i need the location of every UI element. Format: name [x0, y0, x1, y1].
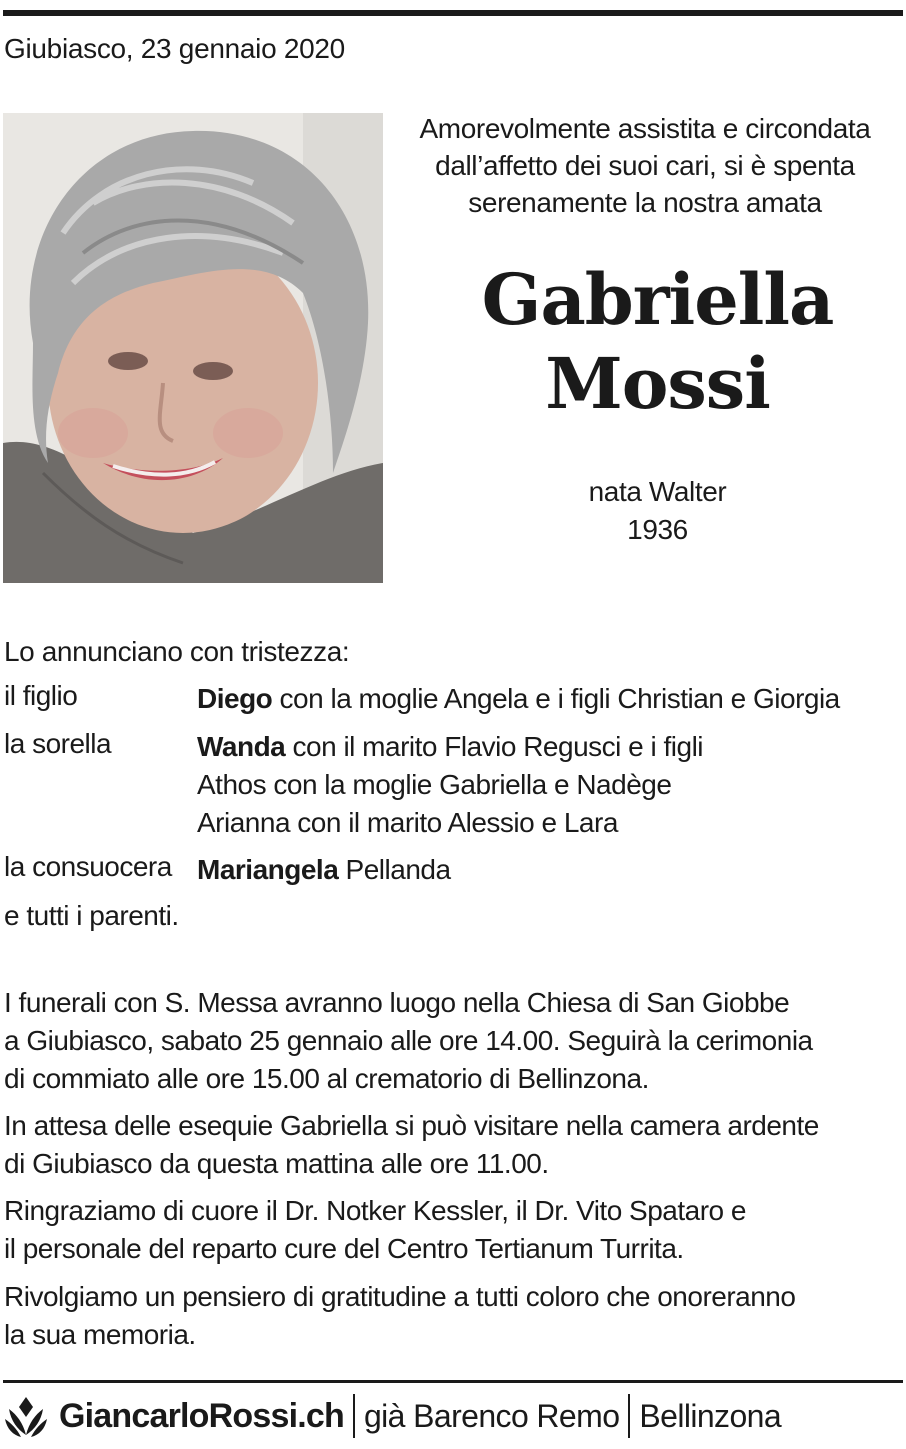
paragraph-line: di Giubiasco da questa mattina alle ore 11.00. — [4, 1148, 549, 1179]
family-desc — [197, 728, 703, 766]
paragraph-line: a Giubiasco, sabato 25 gennaio alle ore 14.00. Seguirà la cerimonia — [4, 1025, 813, 1056]
deceased-name — [395, 258, 906, 426]
brand-name: GiancarloRossi.ch — [59, 1396, 344, 1435]
intro-line: serenamente la nostra amata — [468, 187, 822, 218]
intro-text — [395, 110, 895, 221]
funeral-home-footer — [3, 1388, 906, 1444]
dateline: Giubiasco, 23 gennaio 2020 — [4, 33, 345, 64]
family-desc — [197, 851, 451, 889]
family-member-name: Diego — [197, 683, 273, 714]
announce-heading: Lo annunciano con tristezza: — [4, 636, 350, 667]
family-desc-line: Athos con la moglie Gabriella e Nadège — [197, 769, 672, 800]
family-relation: e tutti i parenti. — [4, 900, 179, 931]
visit-paragraph — [4, 1107, 894, 1183]
paragraph-line: Rivolgiamo un pensiero di gratitudine a tutti coloro che onoreranno — [4, 1281, 796, 1312]
top-rule — [3, 10, 903, 16]
paragraph-line: In attesa delle esequie Gabriella si può visitare nella camera ardente — [4, 1110, 819, 1141]
first-name: Gabriella — [481, 258, 834, 341]
family-member-name: Mariangela — [197, 854, 339, 885]
footer-separator — [353, 1394, 355, 1438]
portrait-photo — [3, 113, 383, 583]
family-desc — [197, 680, 840, 718]
footer-separator — [628, 1394, 630, 1438]
paragraph-line: la sua memoria. — [4, 1319, 196, 1350]
paragraph-line: I funerali con S. Messa avranno luogo nella Chiesa di San Giobbe — [4, 987, 790, 1018]
last-name: Mossi — [545, 342, 770, 425]
family-relation: il figlio — [4, 680, 78, 711]
gratitude-paragraph — [4, 1278, 894, 1354]
thanks-paragraph — [4, 1192, 894, 1268]
paragraph-line: di commiato alle ore 15.00 al crematorio di Bellinzona. — [4, 1063, 649, 1094]
former-name: già Barenco Remo — [363, 1397, 620, 1434]
city-name: Bellinzona — [639, 1397, 782, 1434]
family-relation: la consuocera — [4, 851, 172, 882]
family-member-rest: con il marito Flavio Regusci e i figli — [285, 731, 704, 762]
funeral-paragraph — [4, 984, 894, 1098]
family-relation: la sorella — [4, 728, 112, 759]
intro-line: Amorevolmente assistita e circondata — [419, 113, 871, 144]
leaf-logo-icon — [3, 1393, 49, 1439]
paragraph-line: il personale del reparto cure del Centro Tertianum Turrita. — [4, 1233, 684, 1264]
paragraph-line: Ringraziamo di cuore il Dr. Notker Kessler, il Dr. Vito Spataro e — [4, 1195, 746, 1226]
birth-info — [395, 473, 906, 549]
family-member-name: Wanda — [197, 731, 286, 762]
birth-year: 1936 — [627, 514, 688, 545]
family-member-rest: Pellanda — [338, 854, 451, 885]
intro-line: dall’affetto dei suoi cari, si è spenta — [435, 150, 855, 181]
bottom-rule — [3, 1380, 903, 1383]
family-member-rest: con la moglie Angela e i figli Christian e Giorgia — [272, 683, 840, 714]
family-desc-line: Arianna con il marito Alessio e Lara — [197, 807, 618, 838]
maiden-name: nata Walter — [588, 476, 727, 507]
